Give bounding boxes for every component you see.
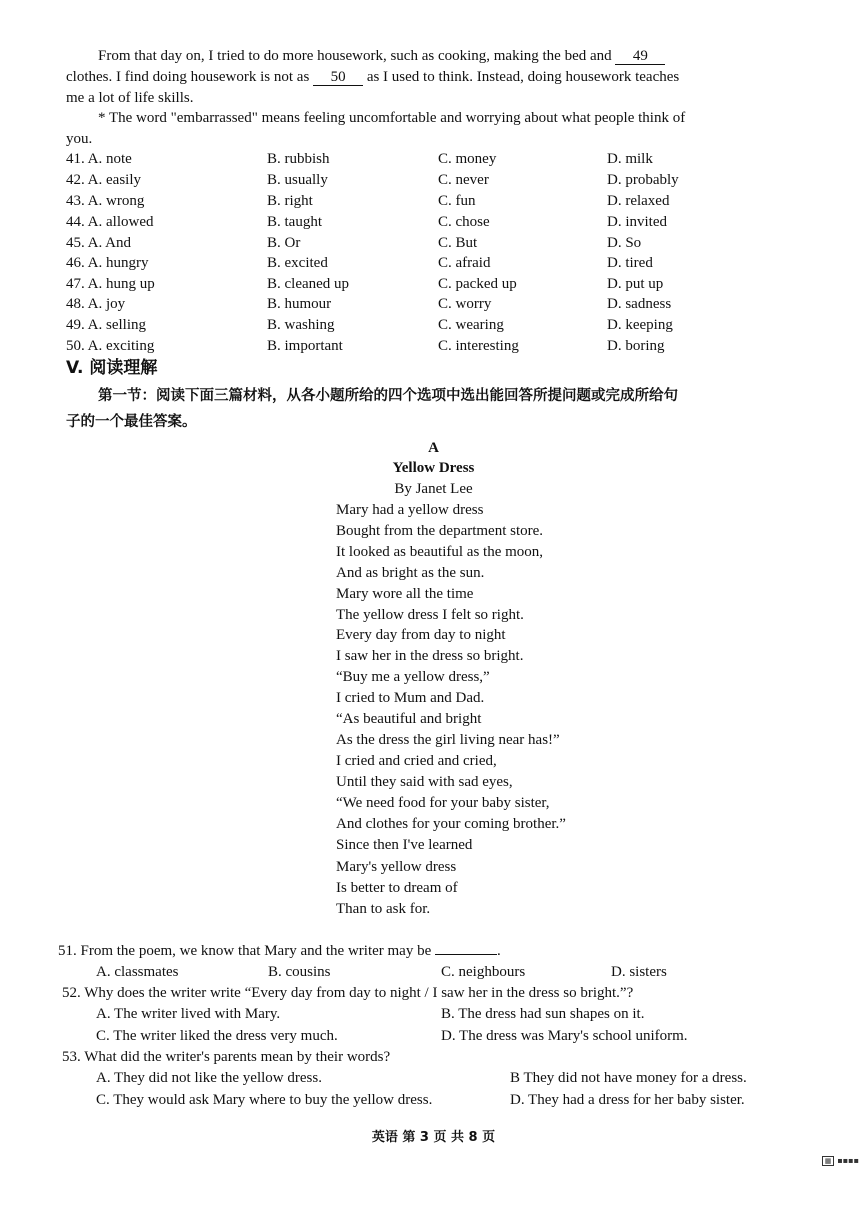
vocab-note-line-2: you. bbox=[66, 131, 93, 147]
option-row-47 bbox=[66, 274, 806, 294]
option-a: 47. A. hung up bbox=[66, 276, 155, 292]
section-instruction-line-2: 子的一个最佳答案。 bbox=[66, 414, 197, 430]
option-row-49 bbox=[66, 315, 806, 335]
option-c: C. never bbox=[438, 172, 489, 188]
blank-50: 50 bbox=[313, 69, 363, 86]
option-d: D. milk bbox=[607, 151, 653, 167]
question-53-option-d: D. They had a dress for her baby sister. bbox=[510, 1092, 745, 1108]
poem-line: As the dress the girl living near has!” bbox=[336, 732, 560, 748]
poem-line: I saw her in the dress so bright. bbox=[336, 648, 524, 664]
poem-line: It looked as beautiful as the moon, bbox=[336, 544, 544, 560]
option-a: 44. A. allowed bbox=[66, 214, 154, 230]
question-53-option-b: B They did not have money for a dress. bbox=[510, 1070, 747, 1086]
option-row-48 bbox=[66, 294, 806, 314]
option-b: B. rubbish bbox=[267, 151, 330, 167]
poem-line: Is better to dream of bbox=[336, 880, 458, 896]
option-b: B. humour bbox=[267, 296, 332, 312]
option-a: 50. A. exciting bbox=[66, 338, 155, 354]
option-b: B. excited bbox=[267, 255, 328, 271]
option-b: B. washing bbox=[267, 317, 335, 333]
option-d: D. sadness bbox=[607, 296, 672, 312]
option-c: C. fun bbox=[438, 193, 476, 209]
stem-period: . bbox=[497, 943, 501, 959]
poem-line: Every day from day to night bbox=[336, 627, 506, 643]
option-d: D. boring bbox=[607, 338, 665, 354]
poem-line: Mary's yellow dress bbox=[336, 859, 457, 875]
option-a: 49. A. selling bbox=[66, 317, 147, 333]
question-52-option-b: B. The dress had sun shapes on it. bbox=[441, 1006, 645, 1022]
question-51-option-a: A. classmates bbox=[96, 964, 179, 980]
poem-line: I cried to Mum and Dad. bbox=[336, 690, 485, 706]
poem-line: Until they said with sad eyes, bbox=[336, 774, 513, 790]
option-c: C. worry bbox=[438, 296, 492, 312]
cloze-text: From that day on, I tried to do more housework, such as cooking, making the bed and bbox=[98, 48, 612, 64]
poem-line: I cried and cried and cried, bbox=[336, 753, 497, 769]
option-b: B. usually bbox=[267, 172, 328, 188]
option-a: 43. A. wrong bbox=[66, 193, 145, 209]
poem-line: Mary wore all the time bbox=[336, 586, 474, 602]
option-c: C. chose bbox=[438, 214, 490, 230]
option-c: C. afraid bbox=[438, 255, 491, 271]
question-51-option-c: C. neighbours bbox=[441, 964, 526, 980]
option-a: 45. A. And bbox=[66, 235, 132, 251]
passage-letter: A bbox=[428, 440, 439, 456]
option-row-50 bbox=[66, 336, 806, 356]
poem-line: The yellow dress I felt so right. bbox=[336, 607, 524, 623]
question-53-option-c: C. They would ask Mary where to buy the yellow dress. bbox=[96, 1092, 433, 1108]
question-52-option-c: C. The writer liked the dress very much. bbox=[96, 1028, 338, 1044]
question-51-option-d: D. sisters bbox=[611, 964, 667, 980]
option-d: D. So bbox=[607, 235, 642, 251]
option-a: 41. A. note bbox=[66, 151, 132, 167]
passage-title: Yellow Dress bbox=[392, 460, 475, 476]
cloze-text: clothes. I find doing housework is not as bbox=[66, 69, 310, 85]
option-a: 46. A. hungry bbox=[66, 255, 149, 271]
option-d: D. relaxed bbox=[607, 193, 670, 209]
option-c: C. interesting bbox=[438, 338, 519, 354]
poem-line: Than to ask for. bbox=[336, 901, 431, 917]
option-a: 42. A. easily bbox=[66, 172, 141, 188]
option-b: B. right bbox=[267, 193, 313, 209]
poem-line: And clothes for your coming brother.” bbox=[336, 816, 566, 832]
page-footer: 英语 第 3 页 共 8 页 bbox=[371, 1130, 496, 1145]
option-d: D. put up bbox=[607, 276, 664, 292]
option-b: B. important bbox=[267, 338, 343, 354]
option-row-43 bbox=[66, 191, 806, 211]
option-c: C. But bbox=[438, 235, 478, 251]
option-b: B. taught bbox=[267, 214, 322, 230]
scanner-watermark: ▦ ▪▪▪▪ bbox=[822, 1156, 859, 1166]
cloze-text: as I used to think. Instead, doing housework teaches bbox=[366, 69, 680, 85]
passage-author: By Janet Lee bbox=[394, 481, 473, 497]
option-d: D. probably bbox=[607, 172, 679, 188]
option-row-42 bbox=[66, 170, 806, 190]
blank-49: 49 bbox=[615, 48, 665, 65]
option-c: C. money bbox=[438, 151, 497, 167]
poem-line: Mary had a yellow dress bbox=[336, 502, 484, 518]
question-53-option-a: A. They did not like the yellow dress. bbox=[96, 1070, 322, 1086]
option-c: C. wearing bbox=[438, 317, 504, 333]
question-53-stem: 53. What did the writer's parents mean by their words? bbox=[62, 1049, 391, 1065]
poem-line: “Buy me a yellow dress,” bbox=[336, 669, 490, 685]
option-row-46 bbox=[66, 253, 806, 273]
option-b: B. cleaned up bbox=[267, 276, 350, 292]
poem-line: Since then I've learned bbox=[336, 837, 473, 853]
poem-line: “As beautiful and bright bbox=[336, 711, 482, 727]
cloze-text-line-3: me a lot of life skills. bbox=[66, 90, 194, 106]
option-row-41 bbox=[66, 149, 806, 169]
cloze-text-line-2 bbox=[66, 67, 786, 87]
section-title: V. 阅读理解 bbox=[66, 358, 158, 378]
option-row-44 bbox=[66, 212, 806, 232]
option-d: D. tired bbox=[607, 255, 653, 271]
option-b: B. Or bbox=[267, 235, 301, 251]
question-52-stem: 52. Why does the writer write “Every day from day to night / I saw her in the dress so bright.”? bbox=[62, 985, 634, 1001]
option-d: D. invited bbox=[607, 214, 667, 230]
question-52-option-a: A. The writer lived with Mary. bbox=[96, 1006, 281, 1022]
answer-blank bbox=[435, 954, 497, 955]
question-51-stem bbox=[58, 941, 501, 961]
question-52-option-d: D. The dress was Mary's school uniform. bbox=[441, 1028, 688, 1044]
poem-line: “We need food for your baby sister, bbox=[336, 795, 550, 811]
section-instruction-line-1: 第一节：阅读下面三篇材料，从各小题所给的四个选项中选出能回答所提问题或完成所给句 bbox=[98, 388, 678, 404]
question-51-option-b: B. cousins bbox=[268, 964, 331, 980]
option-a: 48. A. joy bbox=[66, 296, 126, 312]
option-c: C. packed up bbox=[438, 276, 517, 292]
poem-line: Bought from the department store. bbox=[336, 523, 544, 539]
cloze-text-line-1 bbox=[98, 46, 818, 66]
question-text: 51. From the poem, we know that Mary and the writer may be bbox=[58, 943, 432, 959]
option-d: D. keeping bbox=[607, 317, 673, 333]
vocab-note-line-1: * The word "embarrassed" means feeling uncomfortable and worrying about what people think of bbox=[98, 110, 686, 126]
poem-line: And as bright as the sun. bbox=[336, 565, 485, 581]
option-row-45 bbox=[66, 233, 806, 253]
